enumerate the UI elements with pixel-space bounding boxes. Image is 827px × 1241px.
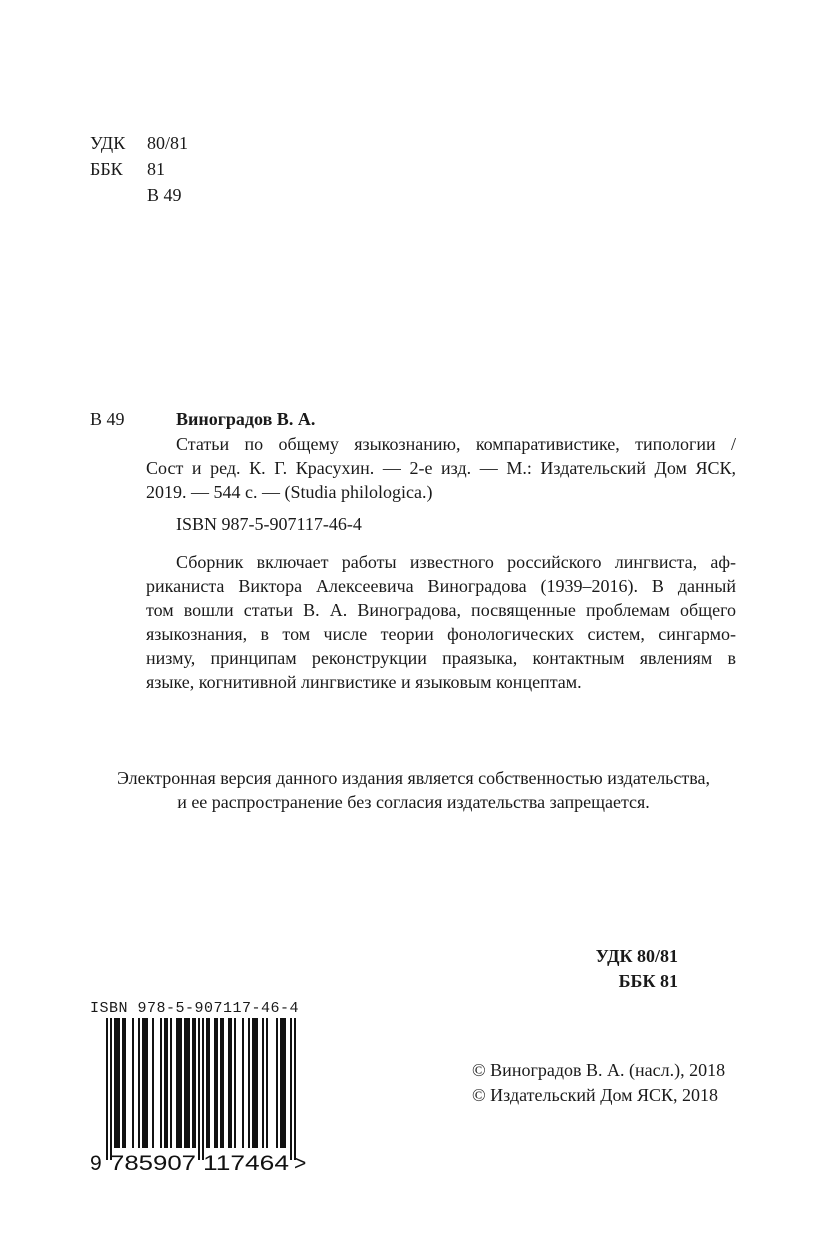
barcode-bar — [248, 1018, 250, 1148]
notice-line: Электронная версия данного издания является собственностью издательства, — [117, 768, 710, 788]
barcode — [86, 1018, 316, 1178]
barcode-bar — [160, 1018, 162, 1148]
barcode-bar — [114, 1018, 116, 1148]
barcode-first-digit: 9 — [90, 1152, 102, 1175]
barcode-bar — [284, 1018, 286, 1148]
barcode-bar — [216, 1018, 218, 1148]
barcode-bar — [202, 1018, 204, 1160]
barcode-bar — [178, 1018, 180, 1148]
barcode-bar — [146, 1018, 148, 1148]
barcode-bar — [220, 1018, 222, 1148]
bib-line: 2019. — 544 с. — (Studia philologica.) — [146, 482, 433, 502]
annotation-line: Сборник включает работы известного российского лингвиста, аф- — [176, 552, 736, 572]
barcode-bar — [234, 1018, 236, 1148]
annotation-line: низму, принципам реконструкции праязыка, контактным явлениям в — [146, 648, 736, 668]
author-name: Виноградов В. А. — [176, 409, 316, 429]
barcode-bar — [192, 1018, 194, 1148]
barcode-bar — [206, 1018, 208, 1148]
barcode-bars — [106, 1018, 296, 1160]
barcode-bar — [188, 1018, 190, 1148]
bbk-label: ББК — [90, 159, 123, 179]
barcode-bar — [194, 1018, 196, 1148]
barcode-bar — [176, 1018, 178, 1148]
barcode-bar — [254, 1018, 256, 1148]
bib-line: Статьи по общему языкознанию, компаративистике, типологии / — [176, 434, 736, 454]
barcode-bar — [256, 1018, 258, 1148]
bib-description — [146, 432, 736, 504]
notice-line: и ее распространение без согласия издательства запрещается. — [177, 792, 650, 812]
udk-value: 80/81 — [147, 133, 189, 153]
barcode-bar — [144, 1018, 146, 1148]
barcode-arrow: > — [294, 1152, 307, 1175]
author-sign: В 49 — [90, 409, 125, 429]
bib-line: Сост и ред. К. Г. Красухин. — 2-е изд. — М.: Издательский Дом ЯСК, — [146, 458, 736, 478]
barcode-bar — [252, 1018, 254, 1148]
barcode-bar — [262, 1018, 264, 1148]
barcode-group-left: 785907 — [110, 1152, 196, 1175]
barcode-bar — [138, 1018, 140, 1148]
barcode-bar — [266, 1018, 268, 1148]
barcode-bar — [122, 1018, 124, 1148]
barcode-group-right: 117464 — [203, 1152, 290, 1175]
barcode-bar — [184, 1018, 186, 1148]
barcode-bar — [228, 1018, 230, 1148]
annotation — [146, 550, 736, 694]
annotation-line: риканиста Виктора Алексеевича Виноградова (1939–2016). В данный — [146, 576, 736, 596]
copyright-publisher: © Издательский Дом ЯСК, 2018 — [472, 1085, 719, 1105]
barcode-bar — [276, 1018, 278, 1148]
barcode-bar — [282, 1018, 284, 1148]
barcode-bar — [118, 1018, 120, 1148]
barcode-isbn-text: ISBN 978-5-907117-46-4 — [90, 1000, 300, 1017]
barcode-bar — [142, 1018, 144, 1148]
barcode-bar — [132, 1018, 134, 1148]
barcode-bar — [124, 1018, 126, 1148]
udk-label: УДК — [90, 133, 126, 153]
barcode-bar — [242, 1018, 244, 1148]
barcode-bar — [180, 1018, 182, 1148]
isbn-line: ISBN 987-5-907117-46-4 — [176, 514, 362, 534]
annotation-line: языке, когнитивной лингвистике и языковым концептам. — [146, 672, 582, 692]
barcode-bar — [170, 1018, 172, 1148]
barcode-bar — [290, 1018, 292, 1160]
barcode-bar — [166, 1018, 168, 1148]
electronic-notice — [60, 766, 767, 814]
udk-bold: УДК 80/81 — [595, 946, 678, 966]
barcode-bar — [152, 1018, 154, 1148]
barcode-bar — [230, 1018, 232, 1148]
annotation-line: языкознания, в том числе теории фонологических систем, сингармо- — [146, 624, 736, 644]
barcode-bar — [222, 1018, 224, 1148]
barcode-bar — [208, 1018, 210, 1148]
barcode-bar — [198, 1018, 200, 1160]
annotation-line: том вошли статьи В. А. Виноградова, посвященные проблемам общего — [146, 600, 736, 620]
barcode-bar — [164, 1018, 166, 1148]
barcode-bar — [110, 1018, 112, 1160]
bbk-value: 81 — [147, 159, 165, 179]
barcode-bar — [106, 1018, 108, 1160]
bbk-bold: ББК 81 — [618, 971, 678, 991]
barcode-bar — [214, 1018, 216, 1148]
author-sign-top: В 49 — [147, 185, 182, 205]
barcode-bar — [280, 1018, 282, 1148]
barcode-bar — [116, 1018, 118, 1148]
copyright-author: © Виноградов В. А. (насл.), 2018 — [472, 1060, 726, 1080]
barcode-bar — [186, 1018, 188, 1148]
barcode-bar — [294, 1018, 296, 1160]
